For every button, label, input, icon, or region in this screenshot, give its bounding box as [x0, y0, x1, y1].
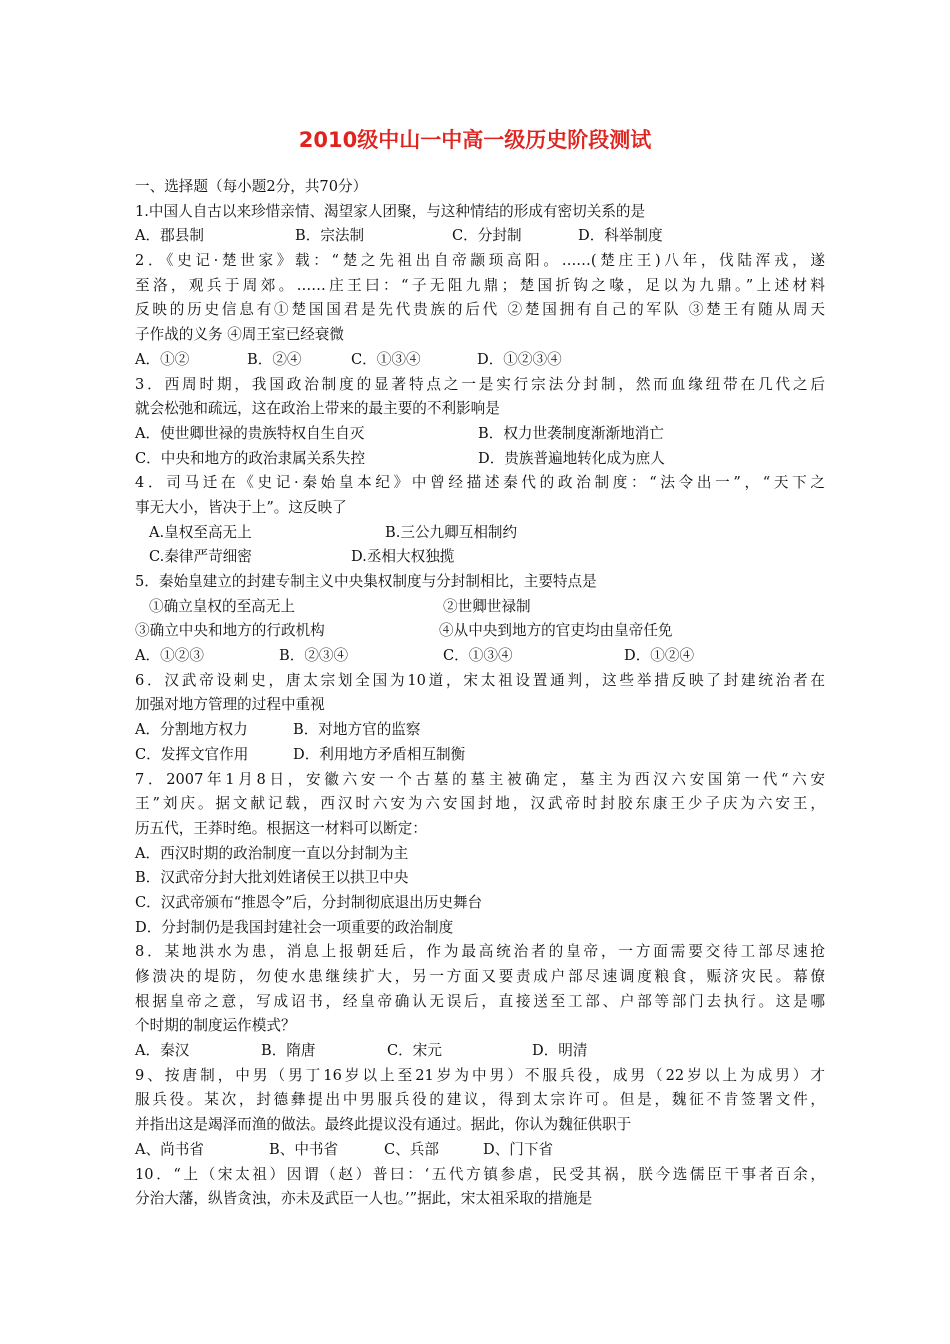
question-1-stem: 1.中国人自古以来珍惜亲情、渴望家人团聚，与这种情结的形成有密切关系的是 [135, 202, 646, 220]
question-6-option-a: A．分割地方权力 [135, 721, 248, 739]
question-3-option-a: A．使世卿世禄的贵族特权自生自灭 [135, 424, 365, 442]
question-4-option-d: D.丞相大权独揽 [351, 548, 455, 566]
question-8-line: 修溃决的堤防，勿使水患继续扩大，另一方面又要责成户部尽速调度粮食，赈济灾民。幕僚 [135, 968, 825, 985]
question-3-line: 就会松弛和疏远，这在政治上带来的最主要的不利影响是 [135, 400, 500, 418]
question-5-option-d: D．①②④ [624, 647, 695, 665]
question-6-line: 6．汉武帝设刺史，唐太宗划全国为10道，宋太祖设置通判，这些举措反映了封建统治者在 [135, 671, 825, 689]
question-5-item-3: ③确立中央和地方的行政机构 [135, 622, 325, 640]
question-8-option-a: A．秦汉 [135, 1042, 190, 1060]
question-3-option-c: C．中央和地方的政治隶属关系失控 [135, 449, 366, 467]
question-4-option-b: B.三公九卿互相制约 [385, 523, 518, 541]
exam-content [135, 175, 825, 1212]
question-4-line: 事无大小，皆决于上”。这反映了 [135, 498, 347, 516]
question-1-options [135, 224, 825, 249]
question-2-line: 2．《史记·楚世家》载：“楚之先祖出自帝颛顼高阳。……(楚庄王)八年，伐陆浑戎，遂 [135, 252, 825, 270]
question-8-option-d: D．明清 [532, 1042, 588, 1060]
question-10-line: 10．“上（宋太祖）因谓（赵）普曰：‘五代方镇参虐，民受其祸，朕今选儒臣干事者百余， [135, 1165, 825, 1183]
question-8-option-b: B．隋唐 [261, 1042, 316, 1060]
question-7-option-b: B．汉武帝分封大批刘姓诸侯王以拱卫中央 [135, 869, 409, 887]
question-7-option-d: D．分封制仍是我国封建社会一项重要的政治制度 [135, 918, 454, 936]
question-5-item-1: ①确立皇权的至高无上 [149, 597, 295, 615]
question-6-line: 加强对地方管理的过程中重视 [135, 696, 325, 714]
question-6-options-row-2 [135, 743, 825, 768]
question-2-options [135, 348, 825, 373]
question-2-option-c: C．①③④ [351, 350, 421, 368]
question-2-line: 至洛，观兵于周郊。……庄王曰：“子无阻九鼎；楚国折钩之喙，足以为九鼎。”上述材料 [135, 276, 825, 294]
question-9-line: 9、按唐制，中男（男丁16岁以上至21岁为中男）不服兵役，成男（22岁以上为成男）才 [135, 1066, 825, 1084]
question-4-line: 4．司马迁在《史记·秦始皇本纪》中曾经描述秦代的政治制度：“法令出一”，“天下之 [135, 474, 825, 492]
question-2-option-b: B．②④ [247, 350, 302, 368]
question-5-option-a: A．①②③ [135, 647, 204, 665]
question-4-options-row-2 [135, 545, 825, 570]
question-3-option-b: B．权力世袭制度渐渐地消亡 [478, 424, 664, 442]
question-4-options-row-1 [135, 521, 825, 546]
question-9-line: 并指出这是竭泽而渔的做法。最终此提议没有通过。据此，你认为魏征供职于 [135, 1116, 632, 1134]
question-3-line: 3．西周时期，我国政治制度的显著特点之一是实行宗法分封制，然而血缘纽带在几代之后 [135, 375, 825, 393]
question-1-option-a: A．郡县制 [135, 227, 204, 245]
question-9-option-b: B、中书省 [269, 1140, 339, 1158]
question-3-option-d: D．贵族普遍地转化成为庶人 [478, 449, 665, 467]
question-5-stem: 5．秦始皇建立的封建专制主义中央集权制度与分封制相比，主要特点是 [135, 573, 597, 590]
question-8-options [135, 1039, 825, 1064]
question-4-option-c: C.秦律严苛细密 [149, 548, 252, 566]
question-7-line: 7．2007年1月8日，安徽六安一个古墓的墓主被确定，墓主为西汉六安国第一代“六安 [135, 770, 825, 788]
question-6-option-b: B．对地方官的监察 [293, 721, 421, 739]
question-1-option-b: B．宗法制 [295, 227, 365, 245]
question-10-line: 分治大藩，纵皆贪浊，亦未及武臣一人也。’”据此，宋太祖采取的措施是 [135, 1190, 593, 1208]
question-2-line: 反映的历史信息有①楚国国君是先代贵族的后代 ②楚国拥有自己的军队 ③楚王有随从周天 [135, 301, 825, 319]
question-5-item-2: ②世卿世禄制 [443, 597, 531, 615]
question-6-option-d: D．利用地方矛盾相互制衡 [293, 745, 466, 763]
section-heading: 一、选择题（每小题2分，共70分） [135, 178, 368, 195]
question-5-option-b: B．②③④ [279, 647, 349, 665]
question-9-option-d: D、门下省 [483, 1140, 554, 1158]
question-2-line: 子作战的义务 ④周王室已经衰微 [135, 326, 344, 344]
question-2-option-a: A．①② [135, 350, 190, 368]
page-title: 2010级中山一中高一级历史阶段测试 [298, 128, 652, 152]
question-5-options [135, 644, 825, 669]
question-4-option-a: A.皇权至高无上 [149, 523, 252, 541]
question-8-line: 8．某地洪水为患，消息上报朝廷后，作为最高统治者的皇帝，一方面需要交待工部尽速抢 [135, 943, 825, 961]
question-1-option-d: D．科举制度 [578, 227, 663, 245]
question-6-option-c: C．发挥文官作用 [135, 745, 249, 763]
question-7-option-c: C．汉武帝颁布“推恩令”后，分封制彻底退出历史舞台 [135, 893, 483, 911]
question-1-option-c: C．分封制 [452, 227, 522, 245]
question-2-option-d: D．①②③④ [477, 350, 562, 368]
question-7-option-a: A．西汉时期的政治制度一直以分封制为主 [135, 844, 409, 862]
question-9-option-c: C、兵部 [384, 1140, 439, 1158]
question-7-line: 王”刘庆。据文献记载，西汉时六安为六安国封地，汉武帝时封胶东康王少子庆为六安王， [135, 795, 825, 813]
question-3-options-row-2 [135, 447, 825, 472]
question-5-option-c: C．①③④ [443, 647, 513, 665]
question-8-option-c: C．宋元 [387, 1042, 442, 1060]
question-8-line: 个时期的制度运作模式？ [135, 1017, 296, 1035]
question-3-options-row-1 [135, 422, 825, 447]
question-5-items-row-1 [135, 595, 825, 620]
question-9-option-a: A、尚书省 [135, 1140, 204, 1158]
question-8-line: 根据皇帝之意，写成诏书，经皇帝确认无误后，直接送至工部、户部等部门去执行。这是哪 [135, 992, 825, 1010]
question-5-item-4: ④从中央到地方的官吏均由皇帝任免 [439, 622, 673, 640]
question-9-line: 服兵役。某次，封德彝提出中男服兵役的建议，得到太宗许可。但是，魏征不肯签署文件， [135, 1091, 825, 1109]
question-5-items-row-2 [135, 619, 825, 644]
question-6-options-row-1 [135, 718, 825, 743]
question-7-line: 历五代，王莽时绝。根据这一材料可以断定： [135, 819, 427, 837]
question-9-options [135, 1138, 825, 1163]
